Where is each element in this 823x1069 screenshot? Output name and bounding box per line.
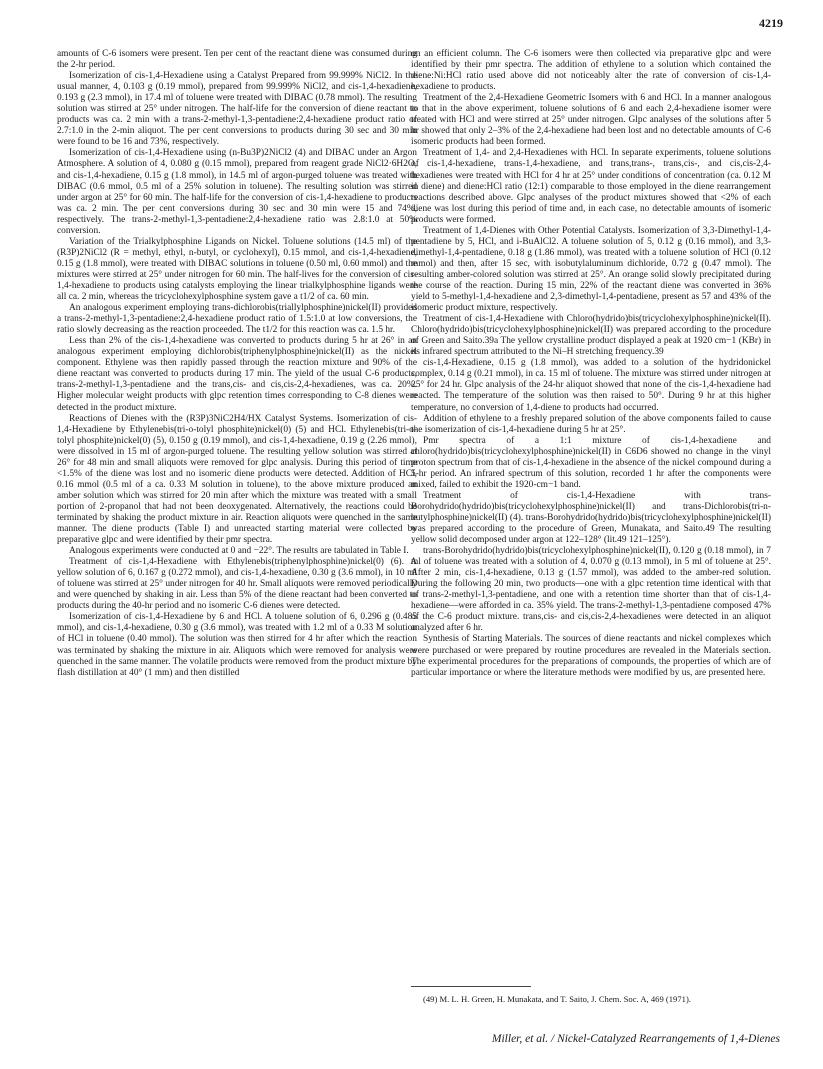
paragraph: Treatment of 1,4- and 2,4-Hexadienes with HCl. In separate experiments, toluene solutions of cis-1,4-hexadiene, trans-1,4-hexadiene, and trans,trans-, trans,cis-, and cis,cis-2,4-hexadienes were treated with HCl for 4 hr at 25° under conditions of concentration (ca. 0.12 M in diene) and diene:HCl ratio (12:1) comparable to those employed in the diene rearrangement reactions described above. Glpc analyses of the product mixtures showed that <2% of each diene was lost during this period of time and, in each case, no detectable amounts of isomeric products were formed. bbox=[411, 148, 771, 225]
paragraph: amounts of C-6 isomers were present. Ten per cent of the reactant diene was consumed during the 2-hr period. bbox=[57, 49, 417, 71]
left-column bbox=[57, 49, 417, 679]
paragraph: on an efficient column. The C-6 isomers were then collected via preparative glpc and were identified by their pmr spectra. The addition of ethylene to a solution which contained the diene:Ni:HCl ratio used above did not noticeably alter the rate of conversion of cis-1,4-hexadiene to products. bbox=[411, 49, 771, 93]
footnote-divider bbox=[411, 986, 531, 987]
paragraph: Treatment of cis-1,4-Hexadiene with trans-Borohydrido(hydrido)bis(tricyclohexylphosphine)nickel(II) and trans-Dichlorobis(tri-n-butylphosphine)nickel(II) (4). trans-Borohydrido(hydrido)bis(tricyclohexylphosphine)nickel(II) was prepared according to the procedure of Green, Munakata, and Saito.49 The resulting yellow solid decomposed under argon at 122–128° (lit.49 121–125°). bbox=[411, 490, 771, 546]
paragraph: Isomerization of cis-1,4-Hexadiene using (n-Bu3P)2NiCl2 (4) and DIBAC under an Argon Atmosphere. A solution of 4, 0.080 g (0.15 mmol), prepared from reagent grade NiCl2·6H2O, and cis-1,4-hexadiene, 0.15 g (1.8 mmol), in 14.5 ml of argon-purged toluene was treated with DIBAC (0.6 mmol, 0.5 ml of a 25% solution in toluene). The resulting solution was stirred under argon at 25° for 60 min. The half-life for the conversion of cis-1,4-hexadiene to products was ca. 2 min. The per cent conversions during 30 sec and 30 min were 15 and 74%, respectively. The trans-2-methyl-1,3-pentadiene:2,4-hexadiene ratio was 2.8:1.0 at 50% conversion. bbox=[57, 148, 417, 236]
paragraph: Isomerization of cis-1,4-Hexadiene by 6 and HCl. A toluene solution of 6, 0.296 g (0.485 mmol), and cis-1,4-hexadiene, 0.30 g (3.6 mmol), was treated with 1.2 ml of a 0.33 M solution of HCl in toluene (0.40 mmol). The solution was then stirred for 4 hr after which the reaction was terminated by shaking the mixture in air. Aliquots which were removed for analysis were quenched in the same manner. The volatile products were removed from the product mixture by flash distillation at 40° (1 mm) and then distilled bbox=[57, 612, 417, 678]
paragraph: Addition of ethylene to a freshly prepared solution of the above components failed to cause the isomerization of cis-1,4-hexadiene during 5 hr at 25°. bbox=[411, 413, 771, 435]
paragraph: Reactions of Dienes with the (R3P)3NiC2H4/HX Catalyst Systems. Isomerization of cis-1,4-Hexadiene by Ethylenebis(tri-o-tolyl phosphite)nickel(0) (5) and HCl. Ethylenebis(tri-o-tolyl phosphite)nickel(0) (5), 0.150 g (0.19 mmol), and cis-1,4-hexadiene, 0.19 g (2.26 mmol), were dissolved in 15 ml of argon-purged toluene. The resulting yellow solution was stirred at 26° for 48 min and small aliquots were removed for glpc analysis. During this period of time <1.5% of the diene was lost and no isomeric diene products were detected. Addition of HCl, 0.16 mmol (0.5 ml of a ca. 0.33 M solution in toluene), to the above mixture produced an amber solution which was stirred for 20 min after which the mixture was treated with a small portion of 2-propanol that had not been deoxygenated. Alternatively, the reactions could be terminated by shaking the product mixture in air. Reaction aliquots were quenched in the same manner. The diene products (Table I) and unreacted starting material were collected by preparative glpc and were identified by their pmr spectra. bbox=[57, 413, 417, 546]
paragraph: Treatment of cis-1,4-Hexadiene with Ethylenebis(triphenylphosphine)nickel(0) (6). A yellow solution of 6, 0.167 g (0.272 mmol), and cis-1,4-hexadiene, 0.30 g (3.6 mmol), in 10 ml of toluene was stirred at 25° under nitrogen for 40 hr. Small aliquots were removed periodically and were quenched by shaking in air. Less than 5% of the diene reactant had been converted to products during the 40-hr period and no isomeric C-6 dienes were detected. bbox=[57, 557, 417, 612]
running-footer: Miller, et al. / Nickel-Catalyzed Rearrangements of 1,4-Dienes bbox=[491, 1033, 780, 1045]
paragraph: Pmr spectra of a 1:1 mixture of cis-1,4-hexadiene and chloro(hydrido)bis(tricyclohexylphosphine)nickel(II) in C6D6 showed no change in the vinyl proton spectrum from that of cis-1,4-hexadiene in the absence of the nickel compound during a 5-hr period. An infrared spectrum of this solution, recorded 1 hr after the components were mixed, failed to exhibit the 1920-cm−1 band. bbox=[411, 435, 771, 490]
paragraph: Variation of the Trialkylphosphine Ligands on Nickel. Toluene solutions (14.5 ml) of the (R3P)2NiCl2 (R = methyl, ethyl, n-butyl, or cyclohexyl), 0.15 mmol, and cis-1,4-hexadiene, 0.15 g (1.8 mmol), were treated with DIBAC solutions in toluene (0.50 ml, 0.60 mmol) and the mixtures were stirred at 25° under nitrogen for 60 min. The half-lives for the conversion of cis-1,4-hexadiene to products using catalysts employing the linear trialkylphosphine ligands were all ca. 2 min, whereas the tricyclohexylphosphine system gave a t1/2 of ca. 60 min. bbox=[57, 236, 417, 303]
paragraph: Analogous experiments were conducted at 0 and −22°. The results are tabulated in Table I. bbox=[69, 546, 409, 557]
paragraph: Treatment of the 2,4-Hexadiene Geometric Isomers with 6 and HCl. In a manner analogous to that in the above experiment, toluene solutions of 6 and each 2,4-hexadiene isomer were treated with HCl and were stirred at 25° under nitrogen. Glpc analyses of the solutions after 5 hr showed that only 2–3% of the 2,4-hexadiene had been lost and no detectable amounts of C-6 isomeric products had been formed. bbox=[411, 93, 771, 148]
paragraph: Synthesis of Starting Materials. The sources of diene reactants and nickel complexes which were purchased or were prepared by routine procedures are revealed in the Materials section. The experimental procedures for the preparations of compounds, the properties of which are of particular importance or where the literature methods were modified by us, are presented here. bbox=[411, 634, 771, 678]
footnote: (49) M. L. H. Green, H. Munakata, and T. Saito, J. Chem. Soc. A, 469 (1971). bbox=[423, 994, 691, 1004]
page-number: 4219 bbox=[759, 16, 783, 30]
paragraph: Treatment of 1,4-Dienes with Other Potential Catalysts. Isomerization of 3,3-Dimethyl-1,4-pentadiene by 5, HCl, and i-BuAlCl2. A toluene solution of 5, 0.12 g (0.16 mmol), and 3,3-dimethyl-1,4-pentadiene, 0.18 g (1.86 mmol), was treated with a toluene solution of HCl (0.12 mmol) and then, after 15 sec, with isobutylaluminum dichloride, 0.72 g (0.47 mmol). The resulting amber-colored solution was stirred at 25°. An orange solid slowly precipitated during the course of the reaction. During 15 min, 22% of the reactant diene was converted in 36% yield to 5-methyl-1,4-hexadiene and 2,3-dimethyl-1,4-pentadiene, present as 57 and 43% of the isomeric product mixture, respectively. bbox=[411, 225, 771, 314]
paragraph: trans-Borohydrido(hydrido)bis(tricyclohexylphosphine)nickel(II), 0.120 g (0.18 mmol), in 7 ml of toluene was treated with a solution of 4, 0.070 g (0.13 mmol), in 5 ml of toluene at 25°. After 2 min, cis-1,4-hexadiene, 0.13 g (1.57 mmol), was added to the amber-red solution. During the following 20 min, two products—one with a glpc retention time identical with that of trans-2-methyl-1,3-pentadiene, and one with a retention time shorter than that of cis-1,4-hexadiene—were afforded in ca. 35% yield. The trans-2-methyl-1,3-pentadiene composed 47% of the C-6 product mixture. trans,cis- and cis,cis-2,4-hexadienes were detected in an aliquot analyzed after 6 hr. bbox=[411, 546, 771, 634]
right-column bbox=[411, 49, 771, 679]
paragraph: cis-1,4-Hexadiene, 0.15 g (1.8 mmol), was added to a solution of the hydridonickel complex, 0.14 g (0.21 mmol), in ca. 15 ml of toluene. The mixture was stirred under nitrogen at 25° for 24 hr. Glpc analysis of the 24-hr aliquot showed that none of the cis-1,4-hexadiene had reacted. The temperature of the solution was then raised to 50°. During 9 hr at this higher temperature, no conversion of 1,4-diene to products had occurred. bbox=[411, 358, 771, 413]
paragraph: An analogous experiment employing trans-dichlorobis(triallylphosphine)nickel(II) provided a trans-2-methyl-1,3-pentadiene:2,4-hexadiene product ratio of 1.5:1.0 at low conversions, the ratio slowly decreasing as the reaction proceeded. The t1/2 for this reaction was ca. 1.5 hr. bbox=[57, 303, 417, 336]
paragraph: Treatment of cis-1,4-Hexadiene with Chloro(hydrido)bis(tricyclohexylphosphine)nickel(II). Chloro(hydrido)bis(tricyclohexylphosphine)nickel(II) was prepared according to the procedure of Green and Saito.39a The yellow crystalline product displayed a peak at 1920 cm−1 (KBr) in its infrared spectrum attributed to the Ni–H stretching frequency.39 bbox=[411, 314, 771, 358]
paragraph: Isomerization of cis-1,4-Hexadiene using a Catalyst Prepared from 99.999% NiCl2. In the usual manner, 4, 0.103 g (0.19 mmol), prepared from 99.999% NiCl2, and cis-1,4-hexadiene, 0.193 g (2.3 mmol), in 17.4 ml of toluene were treated with DIBAC (0.78 mmol). The resulting solution was stirred at 25° under nitrogen. The half-life for the conversion of diene reactant to products was ca. 2 min with a trans-2-methyl-1,3-pentadiene:2,4-hexadiene product ratio of 2.7:1.0 in the 2-min aliquot. The per cent conversions to products during 30 sec and 30 min were found to be 16 and 73%, respectively. bbox=[57, 71, 417, 148]
paragraph: Less than 2% of the cis-1,4-hexadiene was converted to products during 5 hr at 26° in an analogous experiment employing dichlorobis(triphenylphosphine)nickel(II) as the nickel component. Ethylene was then rapidly passed through the reaction mixture and 90% of the diene reactant was converted to products during 17 min. The yield of the usual C-6 products, trans-2-methyl-1,3-pentadiene and the trans,cis- and cis,cis-2,4-hexadienes, was ca. 20%. Higher molecular weight products with glpc retention times corresponding to C-8 dienes were detected in the product mixture. bbox=[57, 336, 417, 413]
